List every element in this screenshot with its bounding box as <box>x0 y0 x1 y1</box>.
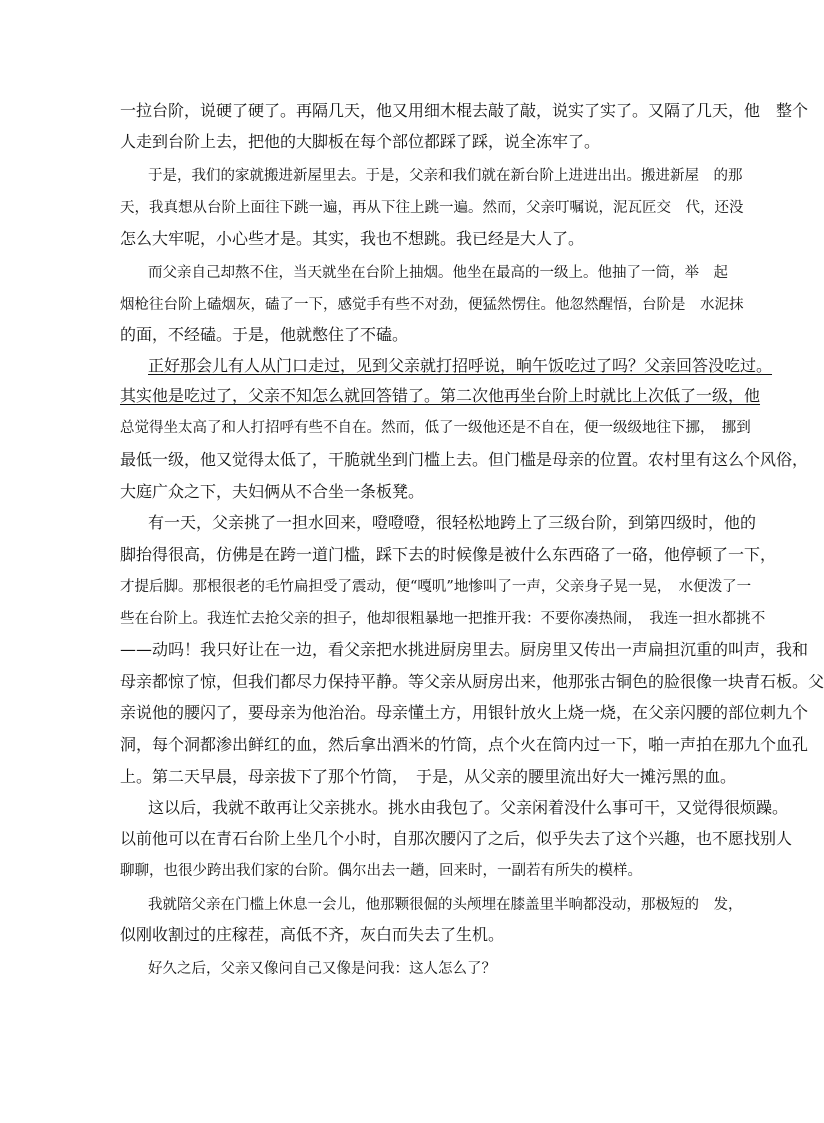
text-line: 母亲都惊了惊，但我们都尽力保持平静。等父亲从厨房出来，他那张古铜色的脸很像一块青石板。父 <box>120 672 824 691</box>
text-line: 怎么大牢呢，小心些才是。其实，我也不想跳。我已经是大人了。 <box>120 229 585 248</box>
text-line: 有一天，父亲挑了一担水回来，噔噔噔，很轻松地跨上了三级台阶，到第四级时，他的 <box>148 513 757 532</box>
text-line: 上。第二天早晨，母亲拔下了那个竹筒， 于是，从父亲的腰里流出好大一摊污黑的血。 <box>120 767 737 786</box>
text-line: 亲说他的腰闪了，要母亲为他治治。母亲懂土方，用银针放火上烧一烧，在父亲闪腰的部位刺九个 <box>120 703 809 722</box>
text-line: 这以后，我就不敢再让父亲挑水。挑水由我包了。父亲闲着没什么事可干，又觉得很烦躁。 <box>148 798 789 817</box>
text-line: 烟枪往台阶上磕烟灰，磕了一下，感觉手有些不对劲，便猛然愣住。他忽然醒悟，台阶是 水泥抹 <box>120 297 744 313</box>
text-line: 最低一级，他又觉得太低了，干脆就坐到门槛上去。但门槛是母亲的位置。农村里有这么个风俗， <box>120 450 809 469</box>
underlined-text-line: 正好那会儿有人从门口走过，见到父亲就打招呼说，晌午饭吃过了吗？父亲回答没吃过。 <box>148 356 773 375</box>
text-line: 人走到台阶上去，把他的大脚板在每个部位都踩了踩，说全冻牢了。 <box>120 132 601 151</box>
text-line: 洞，每个洞都渗出鲜红的血，然后拿出酒米的竹筒，点个火在筒内过一下，啪一声拍在那九个血孔 <box>120 735 809 754</box>
text-line: 才提后脚。那根很老的毛竹扁担受了震动，便“嘎叽”地惨叫了一声，父亲身子晃一晃， 水便泼了一 <box>120 579 752 595</box>
text-line: 似刚收割过的庄稼茬，高低不齐，灰白而失去了生机。 <box>120 925 505 944</box>
text-line: 总觉得坐太高了和人打招呼有些不自在。然而，低了一级他还是不自在，便一级级地往下挪， 挪到 <box>120 420 751 436</box>
text-line: 一拉台阶，说硬了硬了。再隔几天，他又用细木棍去敲了敲，说实了实了。又隔了几天，他 整个 <box>120 101 809 120</box>
text-line: 好久之后，父亲又像问自己又像是问我：这人怎么了？ <box>148 961 496 977</box>
text-line: 天，我真想从台阶上面往下跳一遍，再从下往上跳一遍。然而，父亲叮嘱说，泥瓦匠交 代，还没 <box>120 200 744 216</box>
text-line: 脚抬得很高，仿佛是在跨一道门槛，踩下去的时候像是被什么东西硌了一硌，他停顿了一下， <box>120 545 777 564</box>
text-line: 聊聊，也很少跨出我们家的台阶。偶尔出去一趟，回来时，一副若有所失的模样。 <box>120 863 642 879</box>
text-line: 以前他可以在青石台阶上坐几个小时，自那次腰闪了之后，似乎失去了这个兴趣，也不愿找别人 <box>120 829 793 848</box>
underlined-text-line: 其实他是吃过了，父亲不知怎么就回答错了。第二次他再坐台阶上时就比上次低了一级，他 <box>120 386 761 405</box>
text-line: 我就陪父亲在门槛上休息一会儿，他那颗很倔的头颅埋在膝盖里半晌都没动，那极短的 发， <box>148 897 743 913</box>
text-line: 而父亲自己却熬不住，当天就坐在台阶上抽烟。他坐在最高的一级上。他抽了一筒，举 起 <box>148 265 728 281</box>
text-line: 于是，我们的家就搬进新屋里去。于是，父亲和我们就在新台阶上进进出出。搬进新屋 的那 <box>148 168 743 184</box>
text-line: 的面，不经磕。于是，他就憋住了不磕。 <box>120 325 409 344</box>
text-line: 大庭广众之下，夫妇俩从不合坐一条板凳。 <box>120 482 425 501</box>
text-line: 些在台阶上。我连忙去抢父亲的担子，他却很粗暴地一把推开我：不要你凑热闹， 我连一担水都挑不 <box>120 611 766 627</box>
text-line: ——动吗！我只好让在一边，看父亲把水挑进厨房里去。厨房里又传出一声扁担沉重的叫声，我和 <box>120 640 809 659</box>
